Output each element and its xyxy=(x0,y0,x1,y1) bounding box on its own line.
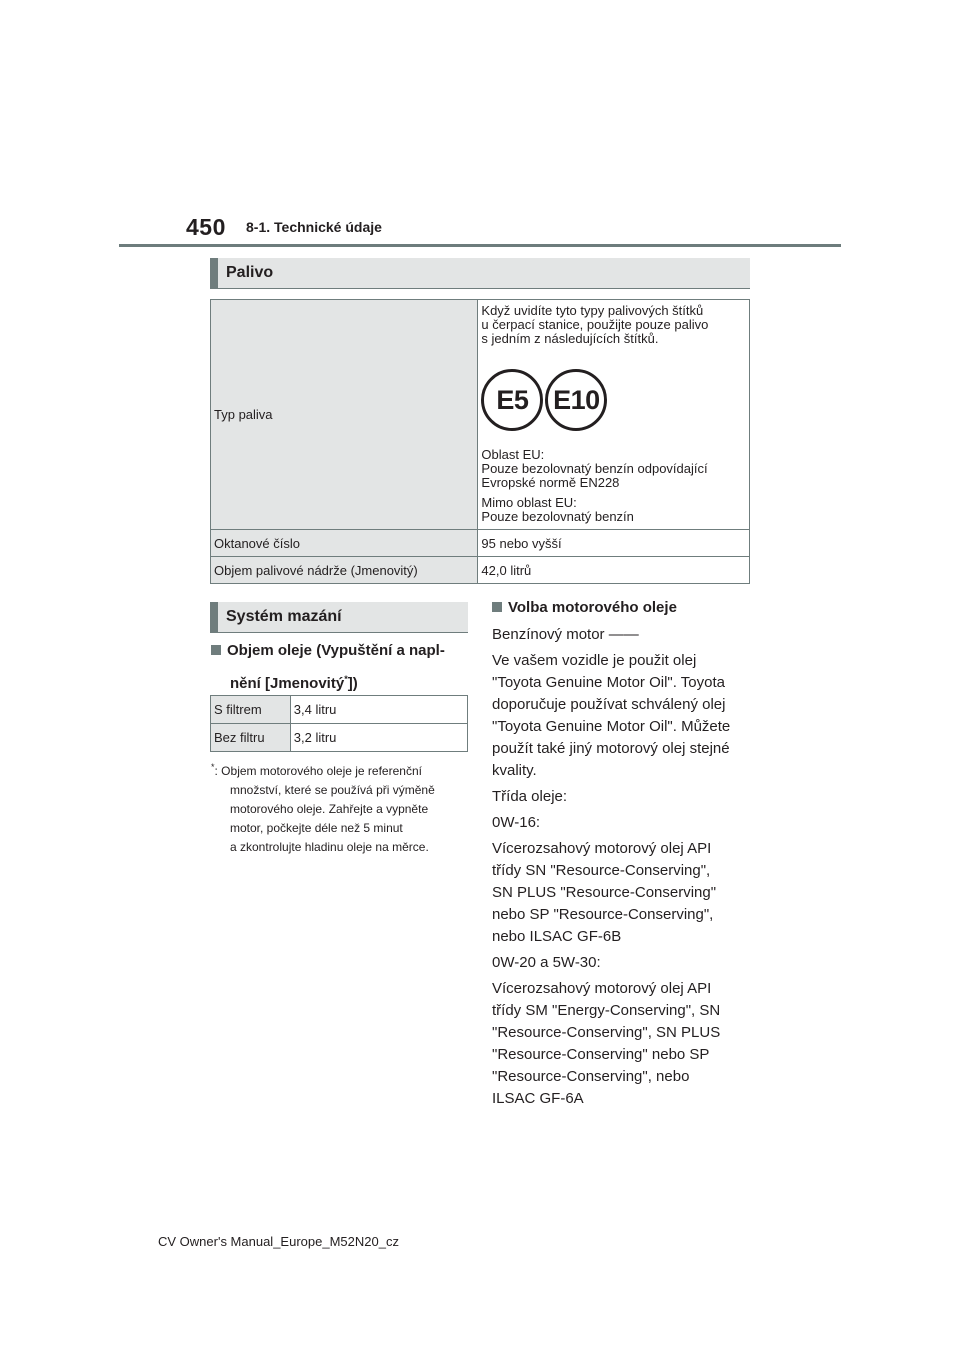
tank-capacity-label: Objem palivové nádrže (Jmenovitý) xyxy=(211,557,478,584)
oil-selection-heading xyxy=(492,595,677,621)
fuel-type-label: Typ paliva xyxy=(211,300,478,530)
fuel-heading-text: Palivo xyxy=(226,264,274,281)
text-line: Ve vašem vozidle je použit olej xyxy=(492,652,697,669)
text-line: třídy SN "Resource-Conserving", xyxy=(492,862,711,879)
fuel-type-row xyxy=(211,300,750,530)
with-filter-value: 3,4 litru xyxy=(290,696,467,724)
fuel-type-value xyxy=(478,300,750,530)
bullet-square-icon xyxy=(492,602,502,612)
without-filter-label: Bez filtru xyxy=(211,724,291,752)
fuel-heading xyxy=(210,258,750,288)
text-line: Vícerozsahový motorový olej API xyxy=(492,980,712,997)
section-title: 8-1. Technické údaje xyxy=(246,219,382,235)
footnote-line: množství, které se používá při výměně xyxy=(230,783,435,797)
non-eu-line: Mimo oblast EU: xyxy=(481,495,577,510)
paragraph xyxy=(492,624,762,646)
bullet-square-icon xyxy=(211,645,221,655)
lubrication-heading xyxy=(210,602,468,632)
eu-line: Evropské normě EN228 xyxy=(481,475,620,490)
text-line: "Toyota Genuine Motor Oil". Toyota xyxy=(492,674,725,691)
non-eu-line: Pouze bezolovnatý benzín xyxy=(481,509,634,524)
octane-value: 95 nebo vyšší xyxy=(478,530,750,557)
text-line: použít také jiný motorový olej stejné xyxy=(492,740,730,757)
table-row xyxy=(211,724,468,752)
paragraph xyxy=(492,838,762,948)
eu-line: Pouze bezolovnatý benzín odpovídající xyxy=(481,461,708,476)
table-row xyxy=(211,530,750,557)
footnote-line: : Objem motorového oleje je referenční xyxy=(214,764,422,778)
fuel-heading-rule xyxy=(210,288,750,289)
paragraph xyxy=(492,812,762,834)
paragraph xyxy=(492,786,762,808)
footnote-line: motor, počkejte déle než 5 minut xyxy=(230,821,403,835)
footnote-marker: * xyxy=(211,762,215,772)
text-line: 0W-20 a 5W-30: xyxy=(492,954,601,971)
header-rule xyxy=(119,244,841,247)
fuel-intro-line: Když uvidíte tyto typy palivových štítků xyxy=(481,303,704,318)
eu-line: Oblast EU: xyxy=(481,447,545,462)
text-line: "Resource-Conserving" nebo SP xyxy=(492,1046,710,1063)
paragraph xyxy=(492,650,762,782)
oil-capacity-title-line1: Objem oleje (Vypuštění a napl- xyxy=(227,642,445,659)
fuel-table xyxy=(210,299,750,584)
oil-capacity-heading xyxy=(211,638,471,697)
with-filter-label: S filtrem xyxy=(211,696,291,724)
text-line: SN PLUS "Resource-Conserving" xyxy=(492,884,717,901)
text-line: kvality. xyxy=(492,762,537,779)
fuel-label-group xyxy=(481,369,745,431)
fuel-intro-line: u čerpací stanice, použijte pouze palivo xyxy=(481,317,709,332)
text-line: nebo ILSAC GF-6B xyxy=(492,928,622,945)
text-line: třídy SM "Energy-Conserving", SN xyxy=(492,1002,721,1019)
fuel-label-e10: E10 xyxy=(545,369,607,431)
text-line: "Toyota Genuine Motor Oil". Můžete xyxy=(492,718,731,735)
footer-text: CV Owner's Manual_Europe_M52N20_cz xyxy=(158,1234,399,1249)
lubrication-heading-text: Systém mazání xyxy=(226,608,342,625)
text-line: Vícerozsahový motorový olej API xyxy=(492,840,712,857)
lubrication-heading-rule xyxy=(210,632,468,633)
oil-selection-title: Volba motorového oleje xyxy=(508,599,677,616)
footnote-marker: * xyxy=(344,674,348,684)
without-filter-value: 3,2 litru xyxy=(290,724,467,752)
text-line: "Resource-Conserving", nebo xyxy=(492,1068,690,1085)
oil-selection-body xyxy=(492,624,762,1110)
text-line: doporučuje používat schválený olej xyxy=(492,696,726,713)
page-number: 450 xyxy=(186,214,226,240)
footnote-line: a zkontrolujte hladinu oleje na měrce. xyxy=(230,840,429,854)
text-line: 0W-16: xyxy=(492,814,541,831)
oil-capacity-title-end: ]) xyxy=(347,675,358,692)
oil-capacity-footnote xyxy=(211,758,473,857)
table-row xyxy=(211,557,750,584)
oil-capacity-title-line2: nění [Jmenovitý xyxy=(230,675,345,692)
table-row xyxy=(211,696,468,724)
octane-label: Oktanové číslo xyxy=(211,530,478,557)
fuel-label-e5: E5 xyxy=(481,369,543,431)
paragraph xyxy=(492,952,762,974)
text-line: ILSAC GF-6A xyxy=(492,1090,584,1107)
paragraph xyxy=(492,978,762,1110)
footnote-line: motorového oleje. Zahřejte a vypněte xyxy=(230,802,429,816)
fuel-intro-line: s jedním z následujících štítků. xyxy=(481,331,659,346)
tank-capacity-value: 42,0 litrů xyxy=(478,557,750,584)
text-line: Benzínový motor —— xyxy=(492,626,639,643)
text-line: Třída oleje: xyxy=(492,788,568,805)
oil-capacity-table xyxy=(210,695,468,752)
text-line: nebo SP "Resource-Conserving", xyxy=(492,906,714,923)
text-line: "Resource-Conserving", SN PLUS xyxy=(492,1024,721,1041)
